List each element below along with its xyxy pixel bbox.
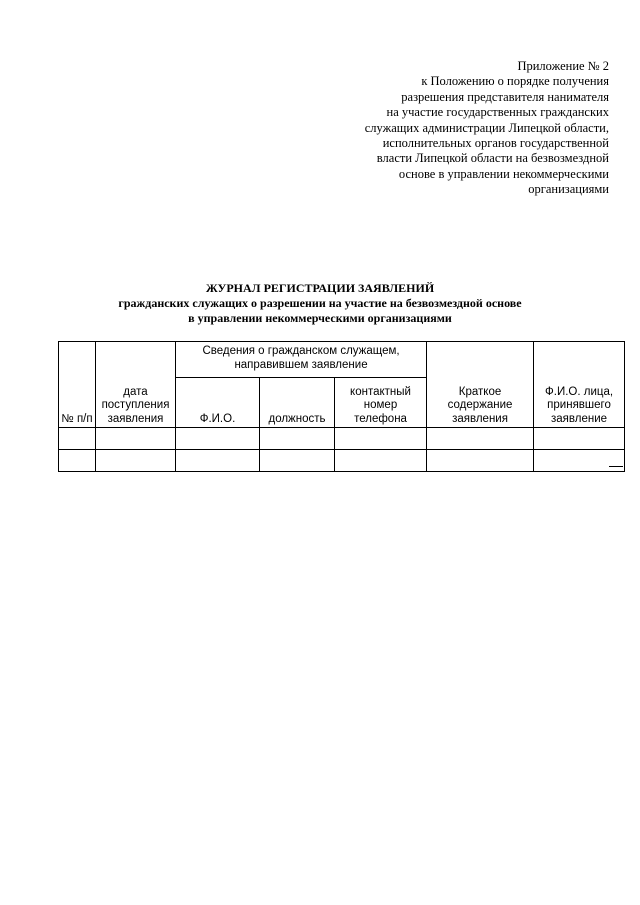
table-cell [260,450,335,472]
table-cell [59,428,96,450]
title-line: в управлении некоммерческими организациями [188,311,452,325]
title-line: ЖУРНАЛ РЕГИСТРАЦИИ ЗАЯВЛЕНИЙ [205,281,435,295]
appendix-line: исполнительных органов государственной [382,136,609,151]
table-cell [96,428,176,450]
table-row [59,428,625,450]
appendix-line: на участие государственных гражданских [386,105,609,120]
table-cell [176,428,260,450]
table-cell [427,428,534,450]
header-cell-number: № п/п [59,342,96,428]
table-cell [335,428,427,450]
header-cell-date: дата поступления заявления [96,342,176,428]
header-cell-employee-info: Сведения о гражданском служащем, направившем заявление [176,342,427,378]
table-cell [59,450,96,472]
header-cell-summary: Краткое содержание заявления [427,342,534,428]
table-cell [260,428,335,450]
journal-title [0,281,640,326]
table-cell [427,450,534,472]
table-cell [534,450,625,472]
table-cell [534,428,625,450]
table-corner-mark [609,466,623,467]
appendix-header [309,59,609,198]
appendix-line: Приложение № 2 [517,59,609,73]
table-cell [335,450,427,472]
appendix-line: служащих администрации Липецкой области, [364,120,609,135]
header-cell-receiver: Ф.И.О. лица, принявшего заявление [534,342,625,428]
appendix-line: к Положению о порядке получения [421,74,609,89]
table-row [59,450,625,472]
header-cell-phone: контактный номер телефона [335,378,427,428]
appendix-line: основе в управлении некоммерческими [398,166,609,181]
header-cell-position: должность [260,378,335,428]
table-cell [176,450,260,472]
title-line: гражданских служащих о разрешении на участие на безвозмездной основе [118,296,522,310]
table-cell [96,450,176,472]
registration-table [58,341,625,472]
header-cell-fio: Ф.И.О. [176,378,260,428]
appendix-line: организациями [528,182,609,197]
appendix-line: власти Липецкой области на безвозмездной [376,151,609,166]
appendix-line: разрешения представителя нанимателя [401,89,609,104]
